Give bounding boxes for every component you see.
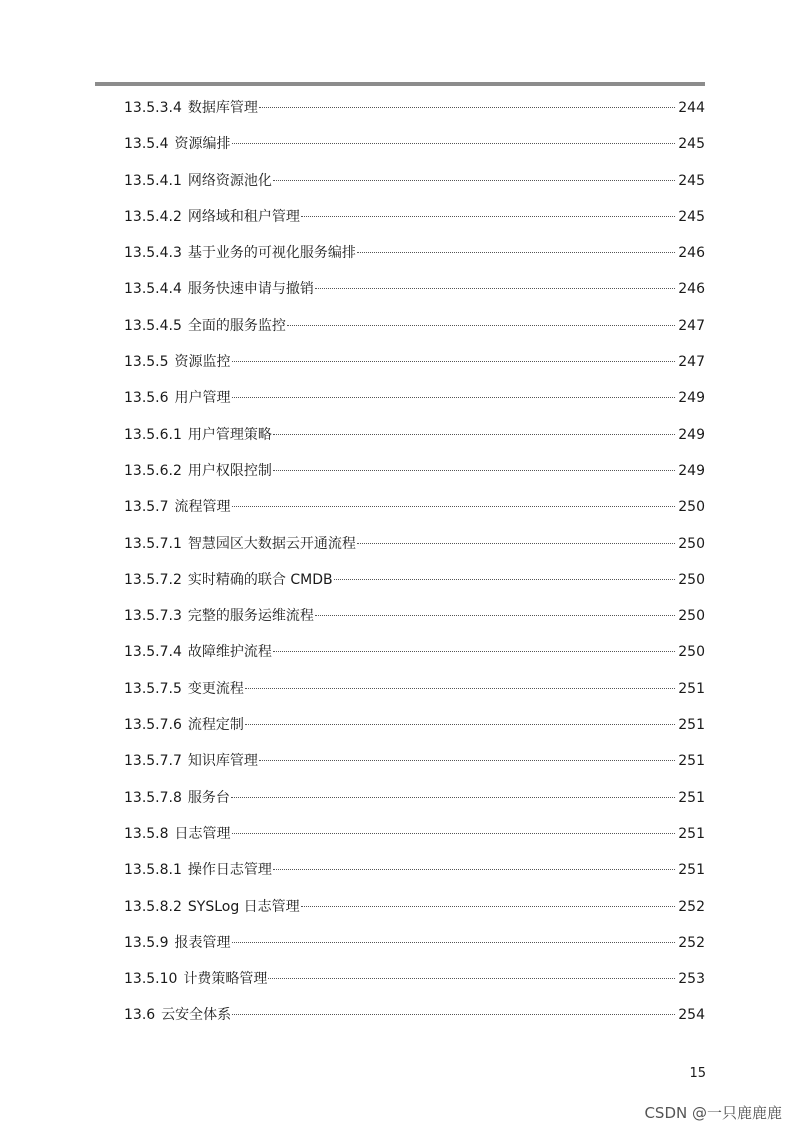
toc-leader-dots — [273, 470, 675, 471]
toc-entry-title: 用户管理 — [174, 390, 231, 407]
toc-entry-page: 251 — [678, 717, 705, 734]
toc-entry[interactable] — [124, 277, 705, 313]
toc-entry[interactable] — [124, 350, 705, 386]
toc-leader-dots — [334, 579, 676, 580]
toc-entry-title: 网络域和租户管理 — [187, 208, 300, 225]
toc-entry[interactable] — [124, 967, 705, 1003]
toc-entry[interactable] — [124, 931, 705, 967]
toc-leader-dots — [231, 797, 675, 798]
toc-leader-dots — [232, 942, 676, 943]
toc-entry-page: 250 — [678, 608, 705, 625]
toc-entry-number: 13.5.6.2 — [124, 462, 182, 479]
toc-entry-title: SYSLog 日志管理 — [187, 898, 300, 915]
toc-entry[interactable] — [124, 205, 705, 241]
toc-entry-page: 250 — [678, 535, 705, 552]
toc-entry-page: 246 — [678, 245, 705, 262]
toc-entry-page: 247 — [678, 354, 705, 371]
toc-leader-dots — [315, 288, 675, 289]
toc-entry-page: 246 — [678, 281, 705, 298]
toc-entry-number: 13.5.7.4 — [124, 644, 182, 661]
toc-entry-page: 250 — [678, 644, 705, 661]
toc-entry-title: 实时精确的联合 CMDB — [187, 571, 333, 588]
toc-entry[interactable] — [124, 604, 705, 640]
toc-entry-page: 252 — [678, 934, 705, 951]
toc-entry-title: 服务快速申请与撤销 — [187, 281, 314, 298]
toc-entry-title: 智慧园区大数据云开通流程 — [187, 535, 356, 552]
toc-entry-title: 资源监控 — [174, 354, 231, 371]
toc-entry-number: 13.6 — [124, 1007, 156, 1024]
watermark: CSDN @一只鹿鹿鹿 — [644, 1104, 782, 1122]
toc-entry[interactable] — [124, 822, 705, 858]
toc-leader-dots — [301, 216, 675, 217]
toc-entry-number: 13.5.9 — [124, 934, 169, 951]
toc-entry[interactable] — [124, 96, 705, 132]
toc-entry-title: 完整的服务运维流程 — [187, 608, 314, 625]
toc-entry-page: 249 — [678, 390, 705, 407]
toc-entry-page: 245 — [678, 172, 705, 189]
toc-entry-number: 13.5.4.1 — [124, 172, 182, 189]
toc-entry-number: 13.5.4.4 — [124, 281, 182, 298]
toc-entry[interactable] — [124, 677, 705, 713]
toc-entry-page: 250 — [678, 499, 705, 516]
toc-entry-page: 249 — [678, 426, 705, 443]
toc-entry-page: 251 — [678, 862, 705, 879]
toc-leader-dots — [268, 978, 675, 979]
toc-entry-number: 13.5.8 — [124, 825, 169, 842]
toc-entry[interactable] — [124, 858, 705, 894]
toc-leader-dots — [273, 651, 675, 652]
toc-entry-page: 250 — [678, 571, 705, 588]
toc-entry-page: 251 — [678, 753, 705, 770]
toc-entry-title: 资源编排 — [174, 136, 231, 153]
toc-entry-number: 13.5.4.3 — [124, 245, 182, 262]
toc-entry-number: 13.5.8.2 — [124, 898, 182, 915]
toc-entry-number: 13.5.7 — [124, 499, 169, 516]
toc-entry-page: 251 — [678, 680, 705, 697]
toc-entry[interactable] — [124, 1003, 705, 1039]
toc-leader-dots — [273, 180, 675, 181]
toc-leader-dots — [232, 361, 676, 362]
toc-entry-title: 用户权限控制 — [187, 462, 272, 479]
toc-entry-number: 13.5.6 — [124, 390, 169, 407]
toc-entry-title: 网络资源池化 — [187, 172, 272, 189]
toc-entry-title: 操作日志管理 — [187, 862, 272, 879]
toc-entry-title: 服务台 — [187, 789, 230, 806]
toc-entry-page: 249 — [678, 462, 705, 479]
header-rule — [95, 82, 705, 86]
toc-leader-dots — [301, 906, 676, 907]
toc-entry[interactable] — [124, 713, 705, 749]
toc-entry-page: 253 — [678, 971, 705, 988]
toc-entry-number: 13.5.4.5 — [124, 317, 182, 334]
toc-entry-page: 245 — [678, 136, 705, 153]
toc-leader-dots — [232, 833, 676, 834]
toc-leader-dots — [232, 1014, 675, 1015]
toc-entry-number: 13.5.7.2 — [124, 571, 182, 588]
toc-entry-title: 变更流程 — [187, 680, 244, 697]
toc-entry-page: 251 — [678, 789, 705, 806]
toc-entry-title: 计费策略管理 — [183, 971, 268, 988]
toc-entry-page: 244 — [678, 100, 705, 116]
toc-entry[interactable] — [124, 169, 705, 205]
toc-leader-dots — [357, 543, 675, 544]
toc-entry-page: 251 — [678, 825, 705, 842]
toc-leader-dots — [287, 325, 675, 326]
toc-entry[interactable] — [124, 749, 705, 785]
toc-entry-number: 13.5.7.6 — [124, 717, 182, 734]
toc-entry[interactable] — [124, 132, 705, 168]
toc-entry[interactable] — [124, 423, 705, 459]
toc-entry-title: 日志管理 — [174, 825, 231, 842]
toc-entry-title: 数据库管理 — [187, 100, 258, 116]
toc-entry[interactable] — [124, 241, 705, 277]
toc-entry-title: 用户管理策略 — [187, 426, 272, 443]
toc-entry[interactable] — [124, 532, 705, 568]
toc-entry[interactable] — [124, 386, 705, 422]
toc-entry-number: 13.5.7.1 — [124, 535, 182, 552]
toc-entry-number: 13.5.4 — [124, 136, 169, 153]
toc-entry-page: 254 — [678, 1007, 705, 1024]
toc-entry[interactable] — [124, 314, 705, 350]
toc-entry-number: 13.5.3.4 — [124, 100, 182, 116]
toc-entry-page: 247 — [678, 317, 705, 334]
toc-entry-number: 13.5.7.8 — [124, 789, 182, 806]
toc-entry[interactable] — [124, 495, 705, 531]
toc-entry-number: 13.5.5 — [124, 354, 169, 371]
toc-entry-number: 13.5.6.1 — [124, 426, 182, 443]
toc-leader-dots — [357, 252, 675, 253]
toc-entry[interactable] — [124, 786, 705, 822]
toc-entry-title: 知识库管理 — [187, 753, 258, 770]
toc-leader-dots — [259, 760, 675, 761]
toc-leader-dots — [245, 688, 675, 689]
toc-entry-title: 云安全体系 — [161, 1007, 232, 1024]
toc-leader-dots — [259, 107, 675, 108]
toc-leader-dots — [232, 506, 676, 507]
toc-leader-dots — [273, 869, 675, 870]
toc-leader-dots — [245, 724, 675, 725]
toc-entry-number: 13.5.7.7 — [124, 753, 182, 770]
toc-entry-number: 13.5.10 — [124, 971, 178, 988]
table-of-contents — [124, 96, 705, 1040]
toc-entry-page: 252 — [678, 898, 705, 915]
toc-entry-title: 流程管理 — [174, 499, 231, 516]
toc-entry-number: 13.5.8.1 — [124, 862, 182, 879]
toc-entry-page: 245 — [678, 208, 705, 225]
toc-entry[interactable] — [124, 895, 705, 931]
toc-entry-title: 流程定制 — [187, 717, 244, 734]
toc-entry[interactable] — [124, 640, 705, 676]
toc-entry-title: 报表管理 — [174, 934, 231, 951]
toc-leader-dots — [232, 143, 676, 144]
toc-entry-number: 13.5.7.5 — [124, 680, 182, 697]
toc-entry-title: 全面的服务监控 — [187, 317, 286, 334]
toc-leader-dots — [232, 397, 676, 398]
toc-entry[interactable] — [124, 568, 705, 604]
toc-entry-number: 13.5.7.3 — [124, 608, 182, 625]
toc-entry-number: 13.5.4.2 — [124, 208, 182, 225]
toc-leader-dots — [315, 615, 675, 616]
toc-entry[interactable] — [124, 459, 705, 495]
toc-leader-dots — [273, 434, 675, 435]
toc-entry-title: 故障维护流程 — [187, 644, 272, 661]
page-number: 15 — [689, 1066, 706, 1081]
toc-entry-title: 基于业务的可视化服务编排 — [187, 245, 356, 262]
